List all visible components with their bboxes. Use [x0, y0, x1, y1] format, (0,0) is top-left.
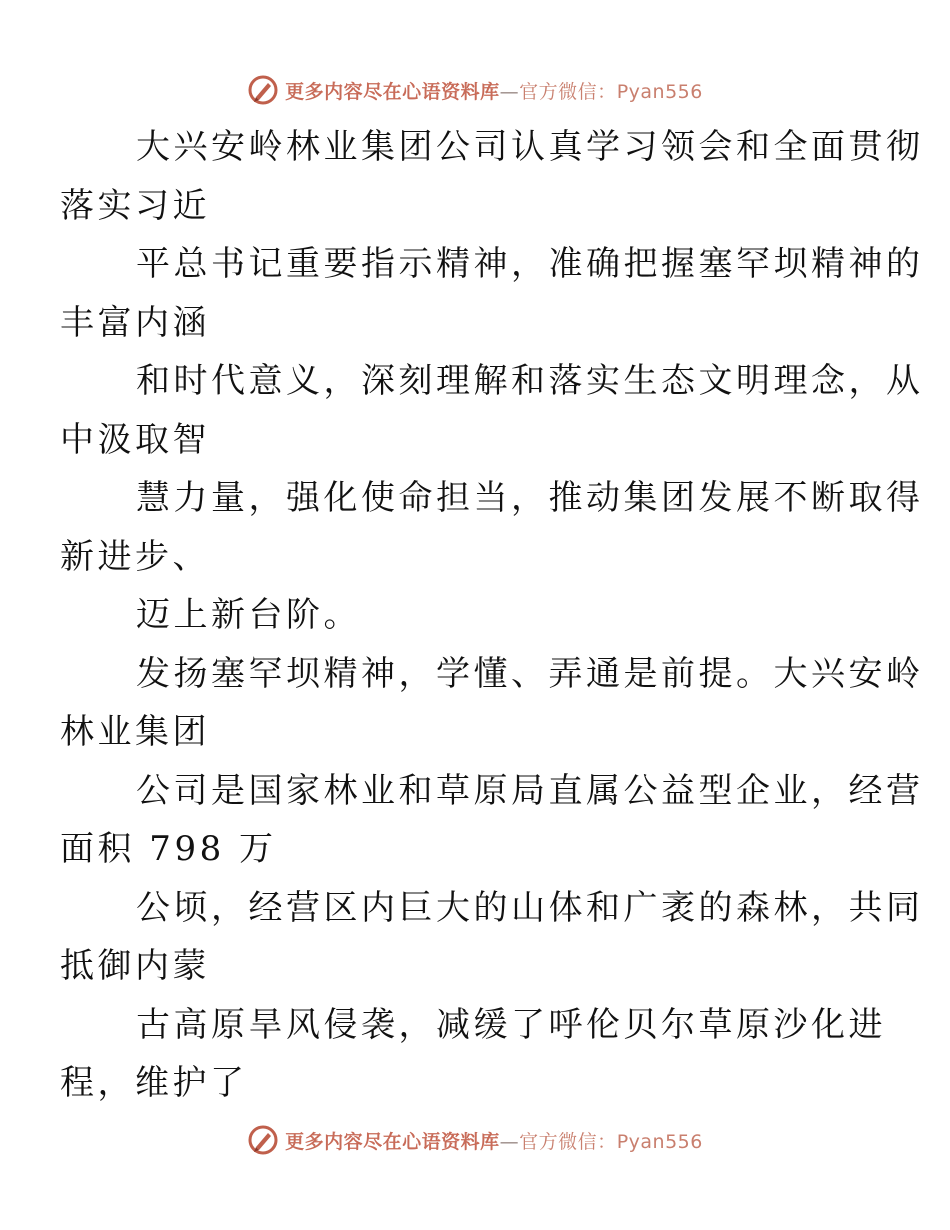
banner-wechat-label: 官方微信： — [519, 1130, 617, 1153]
paragraph — [60, 235, 924, 352]
banner-text — [285, 1127, 703, 1154]
paragraph-line: 迈上新台阶。 — [136, 595, 361, 635]
pen-logo-icon — [247, 1124, 279, 1156]
paragraph-line: 发扬塞罕坝精神，学懂、弄通是前提。大兴安岭 — [136, 653, 924, 694]
header-banner — [0, 70, 950, 110]
banner-text — [285, 77, 703, 104]
paragraph-line: 中汲取智 — [60, 419, 210, 460]
banner-main-text: 更多内容尽在心语资料库 — [285, 1130, 500, 1153]
footer-banner — [0, 1120, 950, 1160]
banner-wechat-label: 官方微信： — [519, 80, 617, 103]
paragraph-line: 大兴安岭林业集团公司认真学习领会和全面贯彻 — [136, 127, 924, 167]
paragraph — [60, 352, 924, 469]
pen-logo-icon — [247, 74, 279, 106]
paragraph-line: 慧力量，强化使命担当，推动集团发展不断取得 — [136, 478, 924, 518]
paragraph — [60, 645, 924, 762]
paragraph-line: 新进步、 — [60, 536, 210, 577]
paragraph — [60, 879, 924, 996]
paragraph-line: 丰富内涵 — [60, 302, 210, 343]
paragraph-line: 公顷，经营区内巨大的山体和广袤的森林，共同 — [136, 887, 924, 928]
paragraph-line: 和时代意义，深刻理解和落实生态文明理念，从 — [136, 361, 924, 401]
banner-wechat-id: Pyan556 — [616, 1130, 703, 1153]
paragraph-line: 面积 798 万 — [60, 829, 277, 869]
paragraph-line: 古高原旱风侵袭，减缓了呼伦贝尔草原沙化进 — [136, 1004, 886, 1045]
banner-dash: — — [499, 1130, 520, 1153]
paragraph-line: 程，维护了 — [60, 1063, 248, 1103]
paragraph-line: 抵御内蒙 — [60, 946, 210, 986]
paragraph — [98, 586, 858, 645]
banner-wechat-id: Pyan556 — [616, 80, 703, 103]
paragraph — [60, 118, 924, 235]
paragraph — [60, 996, 886, 1113]
paragraph — [60, 469, 924, 586]
banner-dash: — — [499, 80, 520, 103]
paragraph-line: 平总书记重要指示精神，准确把握塞罕坝精神的 — [136, 244, 924, 284]
paragraph-line: 落实习近 — [60, 185, 210, 226]
paragraph — [60, 762, 924, 879]
banner-main-text: 更多内容尽在心语资料库 — [285, 80, 500, 103]
document-body — [60, 118, 924, 1113]
paragraph-line: 林业集团 — [60, 712, 210, 752]
paragraph-line: 公司是国家林业和草原局直属公益型企业，经营 — [136, 770, 924, 811]
